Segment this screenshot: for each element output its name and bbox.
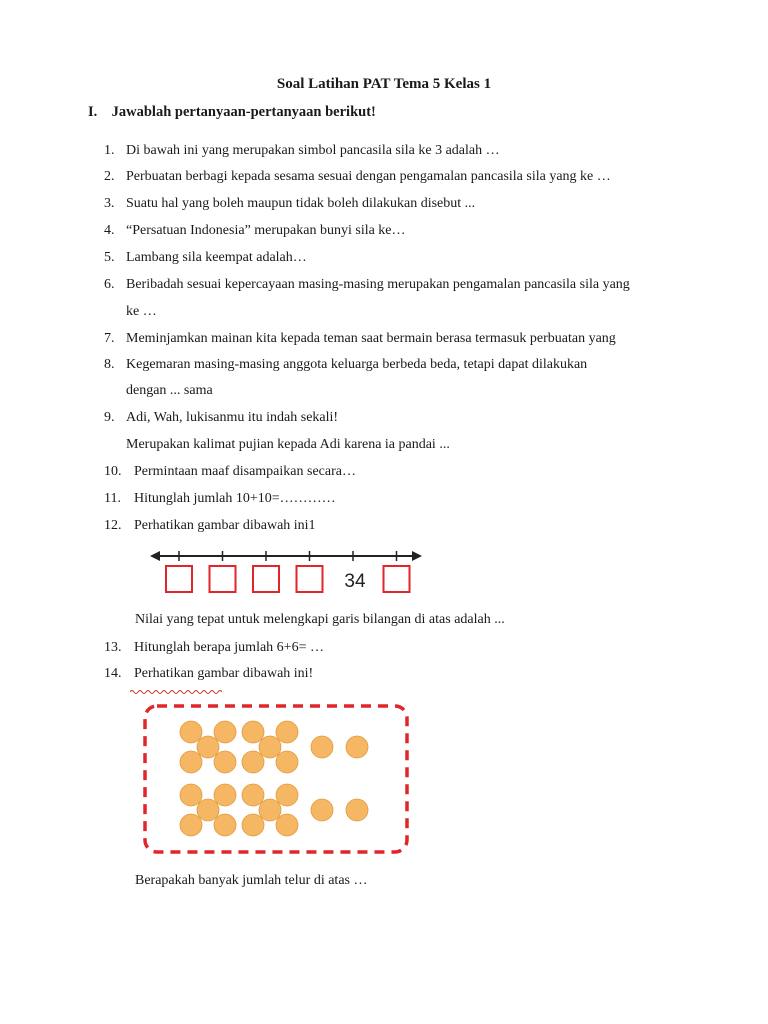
egg bbox=[180, 814, 202, 836]
question-text: Permintaan maaf disampaikan secara… bbox=[134, 464, 356, 479]
egg bbox=[214, 784, 236, 806]
question-number: 4. bbox=[104, 223, 115, 238]
egg bbox=[242, 751, 264, 773]
answer-box bbox=[297, 566, 323, 592]
egg bbox=[276, 784, 298, 806]
question-text: Adi, Wah, lukisanmu itu indah sekali! bbox=[126, 410, 339, 425]
question-text: Perhatikan gambar dibawah ini1 bbox=[134, 518, 316, 533]
question-number: 5. bbox=[104, 250, 115, 265]
question-number: 12. bbox=[104, 518, 122, 533]
question-text: Perbuatan berbagi kepada sesama sesuai dengan pengamalan pancasila sila yang ke … bbox=[126, 169, 611, 184]
egg bbox=[214, 814, 236, 836]
question-text: Suatu hal yang boleh maupun tidak boleh dilakukan disebut ... bbox=[126, 196, 476, 211]
answer-box bbox=[384, 566, 410, 592]
spellcheck-underline bbox=[130, 689, 222, 695]
question-text: “Persatuan Indonesia” merupakan bunyi sila ke… bbox=[126, 223, 406, 238]
number-line-known-value: 34 bbox=[344, 571, 366, 592]
egg bbox=[180, 751, 202, 773]
question-12 bbox=[104, 513, 684, 539]
egg bbox=[180, 721, 202, 743]
egg bbox=[311, 799, 333, 821]
question-continuation: ke … bbox=[126, 304, 157, 319]
question-number: 11. bbox=[104, 491, 121, 506]
egg bbox=[197, 799, 219, 821]
question-14-prompt: Berapakah banyak jumlah telur di atas … bbox=[135, 873, 368, 888]
egg bbox=[197, 736, 219, 758]
egg bbox=[346, 736, 368, 758]
arrow-right-icon bbox=[412, 551, 422, 561]
question-number: 7. bbox=[104, 331, 115, 346]
question-text: Lambang sila keempat adalah… bbox=[126, 250, 307, 265]
question-text: Beribadah sesuai kepercayaan masing-masing merupakan pengamalan pancasila sila yang bbox=[126, 277, 630, 292]
egg bbox=[242, 784, 264, 806]
question-text: Hitunglah berapa jumlah 6+6= … bbox=[134, 640, 324, 655]
egg bbox=[276, 721, 298, 743]
question-number: 2. bbox=[104, 169, 115, 184]
question-text: Di bawah ini yang merupakan simbol pancasila sila ke 3 adalah … bbox=[126, 143, 500, 158]
question-2 bbox=[104, 164, 684, 190]
question-number: 3. bbox=[104, 196, 115, 211]
question-continuation: dengan ... sama bbox=[126, 383, 213, 398]
egg bbox=[242, 814, 264, 836]
question-6 bbox=[104, 272, 684, 298]
egg bbox=[214, 751, 236, 773]
question-8 bbox=[104, 352, 684, 378]
question-14 bbox=[104, 661, 684, 687]
question-number: 14. bbox=[104, 666, 122, 681]
answer-box bbox=[210, 566, 236, 592]
question-text: Perhatikan gambar dibawah ini! bbox=[134, 666, 314, 681]
egg bbox=[214, 721, 236, 743]
egg bbox=[259, 736, 281, 758]
question-9 bbox=[104, 405, 684, 431]
question-number: 1. bbox=[104, 143, 115, 158]
answer-box bbox=[253, 566, 279, 592]
question-text: Kegemaran masing-masing anggota keluarga berbeda beda, tetapi dapat dilakukan bbox=[126, 357, 588, 372]
question-number: 8. bbox=[104, 357, 115, 372]
question-number: 9. bbox=[104, 410, 115, 425]
question-text: Hitunglah jumlah 10+10=………… bbox=[134, 491, 336, 506]
question-5 bbox=[104, 245, 684, 271]
section-heading bbox=[88, 104, 376, 121]
question-number: 13. bbox=[104, 640, 122, 655]
question-7 bbox=[104, 326, 684, 352]
question-1 bbox=[104, 138, 684, 164]
section-instruction: Jawablah pertanyaan-pertanyaan berikut! bbox=[111, 104, 376, 120]
egg bbox=[259, 799, 281, 821]
question-number: 10. bbox=[104, 464, 122, 479]
question-13 bbox=[104, 635, 684, 661]
question-continuation: Merupakan kalimat pujian kepada Adi karena ia pandai ... bbox=[126, 437, 450, 452]
question-number: 6. bbox=[104, 277, 115, 292]
egg bbox=[276, 814, 298, 836]
question-10 bbox=[104, 459, 684, 485]
question-4 bbox=[104, 218, 684, 244]
egg bbox=[180, 784, 202, 806]
question-text: Meminjamkan mainan kita kepada teman saat bermain berasa termasuk perbuatan yang bbox=[126, 331, 616, 346]
question-3 bbox=[104, 191, 684, 217]
answer-box bbox=[166, 566, 192, 592]
egg bbox=[311, 736, 333, 758]
egg bbox=[242, 721, 264, 743]
section-number: I. bbox=[88, 104, 98, 120]
page-title: Soal Latihan PAT Tema 5 Kelas 1 bbox=[276, 76, 492, 92]
question-12-prompt: Nilai yang tepat untuk melengkapi garis bilangan di atas adalah ... bbox=[135, 612, 505, 627]
egg bbox=[346, 799, 368, 821]
arrow-left-icon bbox=[150, 551, 160, 561]
number-line-figure bbox=[150, 545, 422, 597]
egg-picture bbox=[142, 703, 410, 855]
egg bbox=[276, 751, 298, 773]
question-11 bbox=[104, 486, 684, 512]
